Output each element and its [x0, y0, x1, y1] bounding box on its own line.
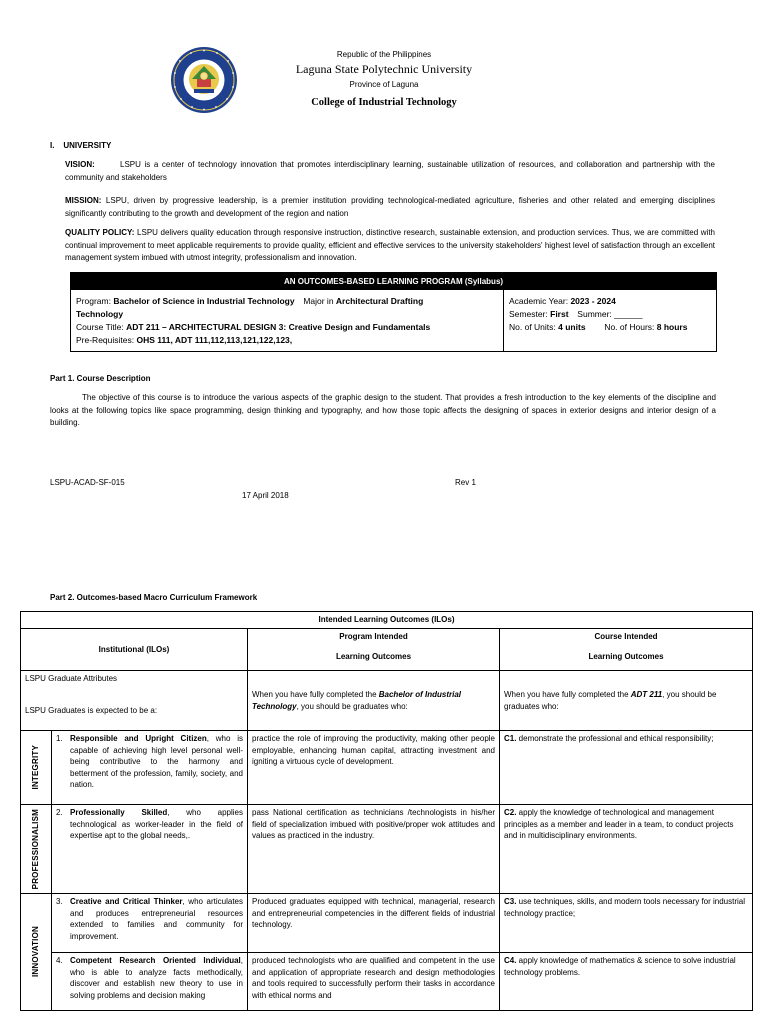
form-date: 17 April 2018	[242, 491, 289, 500]
quality-policy-paragraph	[65, 227, 715, 265]
attribute-cell: 1. Responsible and Upright Citizen, who is capable of achieving high level personal well-being contributive to the harmony and betterment of the profession, family, society, and nation.	[52, 731, 248, 805]
header-institutional: Institutional (ILOs)	[21, 629, 248, 671]
section-university-heading: I. UNIVERSITY	[50, 141, 112, 150]
header-course: Course Intended Learning Outcomes	[500, 629, 753, 671]
program-value: Bachelor of Science in Industrial Technology	[113, 296, 295, 306]
syllabus-title: AN OUTCOMES-BASED LEARNING PROGRAM (Syllabus)	[71, 273, 716, 290]
program-outcome-cell: Produced graduates equipped with technical, managerial, research and entrepreneurial competencies in the different fields of industrial technology.	[248, 894, 500, 953]
program-outcome-cell: practice the role of improving the productivity, making other people employable, enhancing human capital, attracting investment and igniting a virtuous cycle of development.	[248, 731, 500, 805]
part1-heading: Part 1. Course Description	[50, 374, 151, 383]
program-line: Program: Bachelor of Science in Industrial Technology Major in Architectural Drafting	[76, 296, 424, 306]
university-name: Laguna State Polytechnic University	[295, 62, 473, 76]
program-outcome-cell: produced technologists who are qualified and competent in the use and application of appropriate research and design methodologies and tools required to successfully perform their tasks in accordance with ethical norms and	[248, 953, 500, 1011]
vision-label: VISION:	[65, 160, 95, 169]
course-outcome-cell: C4. apply knowledge of mathematics & science to solve industrial technology problems.	[500, 953, 753, 1011]
mission-paragraph	[65, 195, 715, 220]
academic-year-line: Academic Year: 2023 - 2024	[509, 296, 616, 306]
syllabus-info-box	[70, 272, 717, 352]
category-cell	[21, 805, 52, 894]
quality-policy-text: LSPU delivers quality education through responsive instruction, distinctive research, sustainable extension, and production services. Thus, we are committed with continual improvement to meet applicable requirements to provide quality, efficient and effective services to the university stakeholders' highest level of satisfaction through an excellent management system imbued with utmost integrity, professionalism and innovation.	[65, 228, 715, 262]
attribute-cell: 4. Competent Research Oriented Individual, who is able to analyze facts methodically, discover and establish new theory to use in solving problems and decision making	[52, 953, 248, 1011]
table-row	[21, 731, 753, 805]
prerequisites-value: OHS 111, ADT 111,112,113,121,122,123,	[136, 335, 293, 345]
header-program: Program Intended Learning Outcomes	[248, 629, 500, 671]
prerequisites-line: Pre-Requisites: OHS 111, ADT 111,112,113,121,122,123,	[76, 335, 293, 345]
course-description-text: The objective of this course is to introduce the various aspects of the graphic design to the student. That provides a fresh introduction to the key elements of the discipline and looks at the following topics like space programming, design thinking and typography, and how those topic affects the designing of spaces in exterior designs and interior design of a building.	[50, 393, 716, 427]
course-title-value: ADT 211 – ARCHITECTURAL DESIGN 3: Creative Design and Fundamentals	[126, 322, 431, 332]
college-name: College of Industrial Technology	[311, 97, 457, 108]
category-cell	[21, 731, 52, 805]
attribute-cell: 3. Creative and Critical Thinker, who articulates and produces entrepreneurial resources extended to families and community for improvement.	[52, 894, 248, 953]
quality-policy-label: QUALITY POLICY:	[65, 228, 135, 237]
major-value: Architectural Drafting	[335, 296, 424, 306]
part2-heading: Part 2. Outcomes-based Macro Curriculum Framework	[50, 593, 258, 602]
graduate-attributes-cell: LSPU Graduate Attributes LSPU Graduates is expected to be a:	[21, 671, 248, 731]
summer-field: Summer: ______	[577, 309, 643, 319]
republic-line: Republic of the Philippines	[336, 50, 432, 59]
ilo-table	[20, 611, 753, 1011]
attribute-cell: 2. Professionally Skilled, who applies technological as worker-leader in the field of expertise apt to the global needs,.	[52, 805, 248, 894]
province-line: Province of Laguna	[349, 80, 419, 89]
vision-paragraph	[65, 159, 715, 184]
course-outcome-cell: C2. apply the knowledge of technological and management principles as a member and leader in a team, to conduct projects and in multidisciplinary environments.	[500, 805, 753, 894]
category-label: PROFESSIONALISM	[31, 808, 41, 890]
major-value-line2: Technology	[76, 309, 124, 319]
table-row	[21, 953, 753, 1011]
units-hours-line: No. of Units: 4 units No. of Hours: 8 hours	[509, 322, 688, 332]
units-value: 4 units	[558, 322, 586, 332]
revision-label: Rev 1	[455, 478, 476, 487]
semester-value: First	[550, 309, 569, 319]
category-label: INNOVATION	[31, 926, 41, 978]
table-row	[21, 894, 753, 953]
category-cell	[21, 894, 52, 1011]
course-title-line: Course Title: ADT 211 – ARCHITECTURAL DESIGN 3: Creative Design and Fundamentals	[76, 322, 431, 332]
category-label: INTEGRITY	[31, 745, 41, 790]
academic-year-value: 2023 - 2024	[570, 296, 616, 306]
course-outcome-cell: C1. demonstrate the professional and ethical responsibility;	[500, 731, 753, 805]
course-intro-cell: When you have fully completed the ADT 211, you should be graduates who:	[500, 671, 753, 731]
vision-text: LSPU is a center of technology innovation that promotes interdisciplinary learning, sustainable utilization of resources, and collaboration and partnership with the community and stakeholders	[65, 160, 715, 182]
program-outcome-cell: pass National certification as technicians /technologists in his/her field of specialization imbued with positive/proper wok attitudes and values as practiced in the industry.	[248, 805, 500, 894]
table-title: Intended Learning Outcomes (ILOs)	[21, 612, 753, 629]
semester-line: Semester: First Summer: ______	[509, 309, 643, 319]
hours-value: 8 hours	[656, 322, 688, 332]
mission-text: LSPU, driven by progressive leadership, is a premier institution providing technological-mediated agriculture, fisheries and other related and emerging disciplines significantly contributing to the growth and development of the region and nation	[65, 196, 715, 218]
table-row	[21, 805, 753, 894]
program-intro-cell: When you have fully completed the Bachelor of Industrial Technology, you should be graduates who:	[248, 671, 500, 731]
mission-label: MISSION:	[65, 196, 102, 205]
form-code: LSPU-ACAD-SF-015	[50, 478, 125, 487]
course-outcome-cell: C3. use techniques, skills, and modern tools necessary for industrial technology practice;	[500, 894, 753, 953]
